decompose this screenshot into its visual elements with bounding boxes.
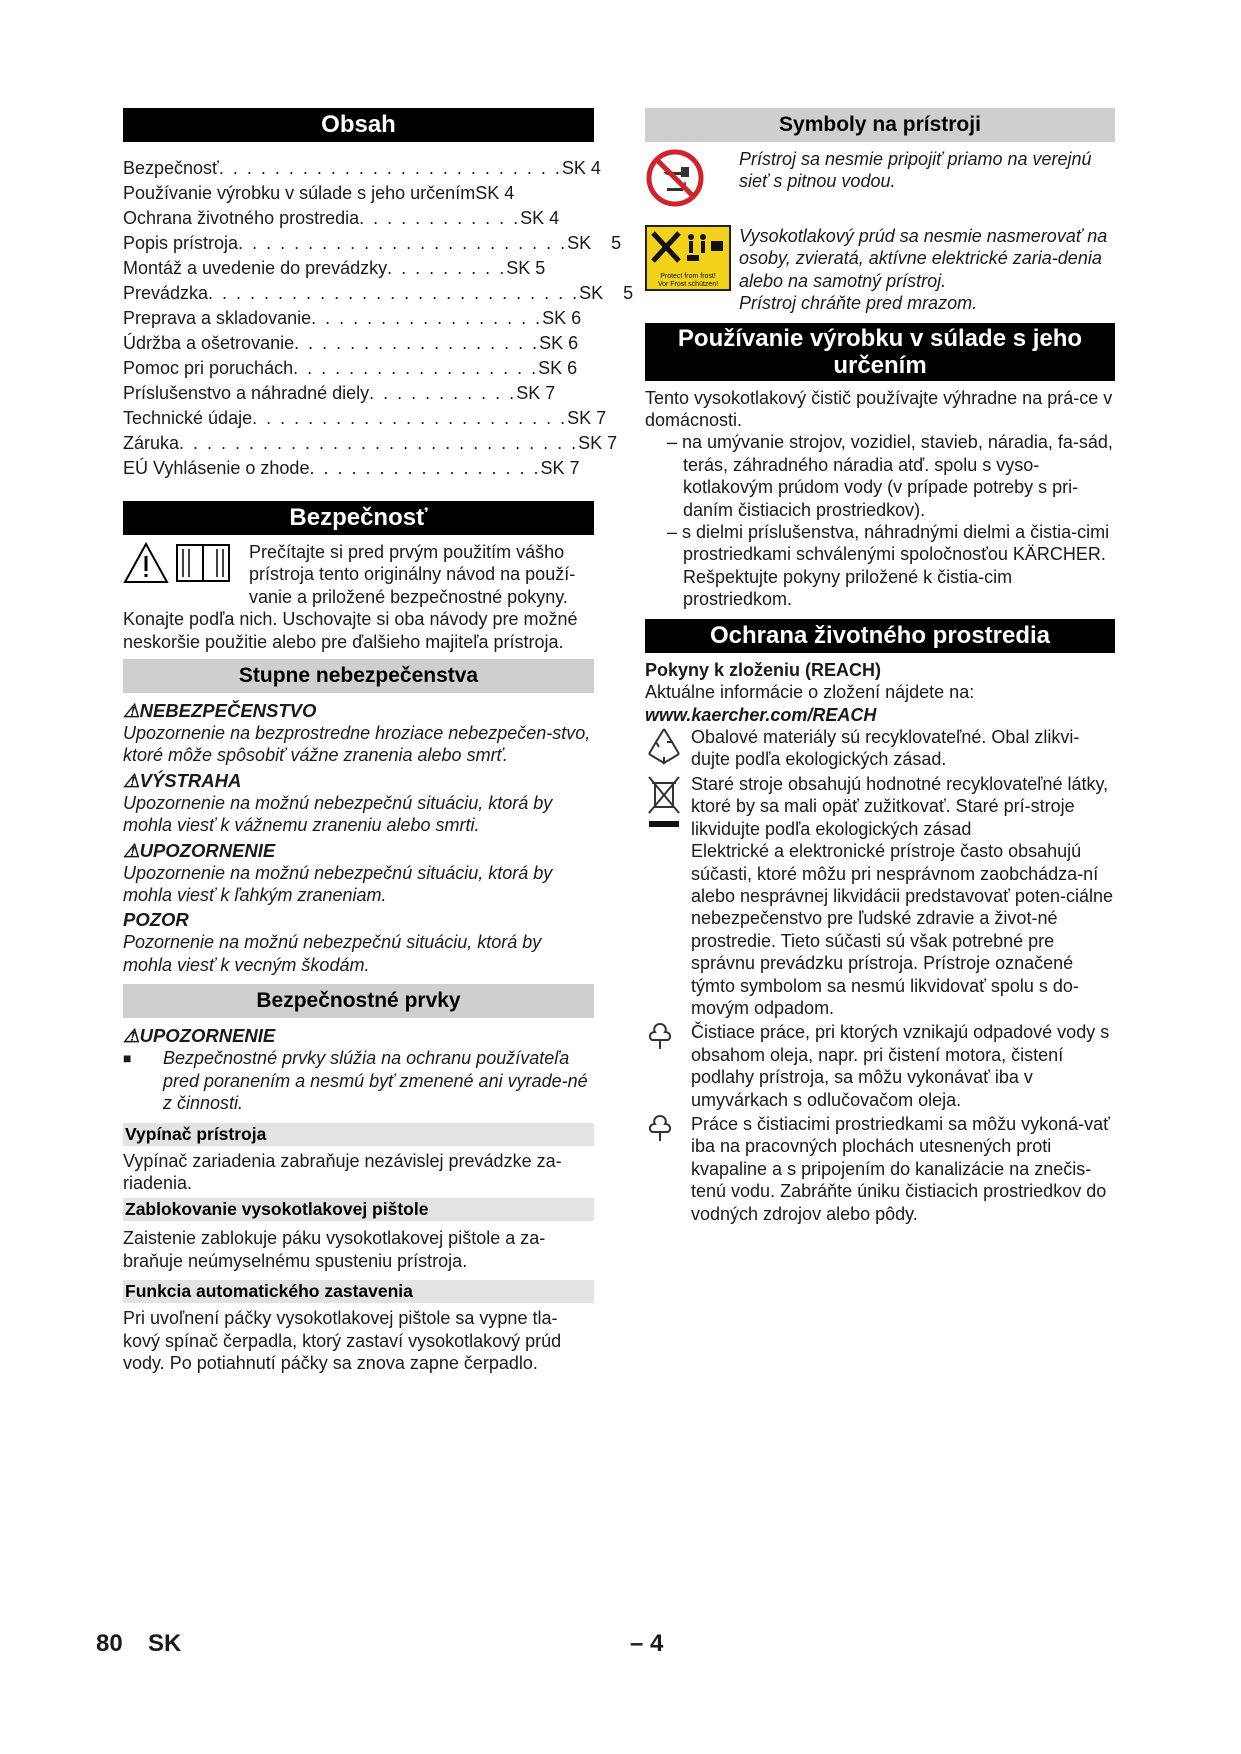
- toc-entry-dots: . . . . . . . . . . . . . . . . . .: [294, 333, 540, 353]
- toc-entry-label: Popis prístroja: [123, 233, 239, 253]
- hazard-label-caution: ⚠UPOZORNENIE: [123, 839, 276, 861]
- env-item-weee: [645, 773, 1115, 1019]
- safety-elements-heading: Bezpečnostné prvky: [123, 984, 594, 1018]
- env-icon-cell: [645, 773, 691, 840]
- toc-entry: [123, 256, 594, 281]
- auto-stop-heading: Funkcia automatického zastavenia: [123, 1280, 594, 1303]
- sub-page-number: – 4: [630, 1630, 664, 1657]
- manual-book-icon: [175, 541, 231, 585]
- symbols-heading: Symboly na prístroji: [645, 108, 1115, 142]
- env-text-weee-cont: Elektrické a elektronické prístroje často obsahujú súčasti, ktoré môžu pri nesprávnom zaobchádza-ní alebo nesprávnej likvidácii predstavovať poten-ciálne nebezpečenstvo pre ľudské zdravie a život-né prostredie. Tieto súčasti sú však potrebné pre správnu prevádzku prístroja. Prístroje označené týmto symbolom sa nesmú likvidovať spolu s do-movým odpadom.: [691, 841, 1113, 1018]
- symbol-text-frost: Prístroj chráňte pred mrazom.: [739, 293, 978, 314]
- env-item-oil: [645, 1021, 1115, 1111]
- symbol-item-pressure-jet: [645, 225, 1115, 315]
- toc-entry-page: SK 6: [542, 308, 582, 328]
- toc-entry: [123, 231, 622, 256]
- toc-entry-label: Bezpečnosť: [123, 158, 219, 178]
- toc-entry-page: SK 7: [516, 383, 556, 403]
- hazard-label-attention: POZOR: [123, 909, 189, 931]
- switch-text: Vypínač zariadenia zabraňuje nezávislej prevádzke za-riadenia.: [123, 1150, 562, 1193]
- toc-entry-page: SK 5: [579, 283, 634, 303]
- symbol-text-pressure-jet: Vysokotlakový prúd sa nesmie nasmerovať na osoby, zvieratá, aktívne elektrické zaria-denia alebo na samotný prístroj.: [739, 226, 1108, 291]
- toc-entry: [123, 356, 594, 381]
- crossed-bin-icon: [645, 773, 683, 835]
- reach-heading: Pokyny k zloženiu (REACH): [645, 659, 882, 680]
- hazard-list: [123, 699, 594, 976]
- symbol-item-drinking-water: [645, 148, 1115, 213]
- toc-entry-label: Montáž a uvedenie do prevádzky: [123, 258, 388, 278]
- toc-entry-dots: . . . . . . . . . . . . . . . . . .: [293, 358, 539, 378]
- env-text-oil: Čistiace práce, pri ktorých vznikajú odpadové vody s obsahom oleja, napr. pri čistení motora, čistení podlahy prístroja, sa môžu vykonávať iba v umyvárkach s odlučovačom oleja.: [691, 1022, 1110, 1110]
- toc-entry-dots: . . . . . . . . . . . . . . . . . . . . . . . . .: [218, 158, 562, 178]
- toc-entry-label: Záruka: [123, 433, 180, 453]
- toc-entry-dots: . . . . . . . . . . . . . . . . . . . . . . . . . . .: [208, 283, 580, 303]
- toc-entry: [123, 181, 594, 206]
- symbol-text-drinking-water: Prístroj sa nesmie pripojiť priamo na verejnú sieť s pitnou vodou.: [739, 149, 1092, 192]
- environment-tree-icon: [645, 1021, 675, 1051]
- symbol-icon-cell: [645, 148, 739, 213]
- safety-icons: [123, 541, 241, 587]
- toc-entry-label: Používanie výrobku v súlade s jeho určením: [123, 183, 476, 203]
- auto-stop-text: Pri uvoľnení páčky vysokotlakovej pištole sa vypne tla-kový spínač čerpadla, ktorý zastaví vysokotlakový prúd vody. Po potiahnutí páčky sa znova zapne čerpadlo.: [123, 1308, 562, 1373]
- reach-url: www.kaercher.com/REACH: [645, 704, 877, 725]
- reach-text: Aktuálne informácie o zložení nájdete na:: [645, 682, 975, 703]
- toc-entry: [123, 281, 634, 306]
- toc-entry-page: SK 4: [520, 208, 560, 228]
- environment-heading: Ochrana životného prostredia: [645, 619, 1115, 653]
- toc-entry-page: SK 4: [475, 183, 515, 203]
- toc-entry-page: SK 4: [561, 158, 601, 178]
- toc-entry-label: Pomoc pri poruchách: [123, 358, 294, 378]
- hazard-levels-heading: Stupne nebezpečenstva: [123, 659, 594, 693]
- toc-entry-label: Príslušenstvo a náhradné diely: [123, 383, 370, 403]
- no-spray-people-frost-icon: [645, 225, 731, 291]
- safety-elements-text: Bezpečnostné prvky slúžia na ochranu používateľa pred poranením a nesmú byť zmenené ani vyrade-né z činnosti.: [163, 1048, 588, 1114]
- bullet-square-icon: ■: [123, 1050, 132, 1067]
- toc-entry-label: EÚ Vyhlásenie o zhode: [123, 458, 310, 478]
- toc-entry: [123, 456, 594, 481]
- hazard-text-danger: Upozornenie na bezprostredne hroziace nebezpečen-stvo, ktoré môže spôsobiť vážne zranenia alebo smrť.: [123, 723, 591, 766]
- toc-entry-dots: . . . . . . . . . . . . . . . . . . . . . . . .: [238, 233, 568, 253]
- hazard-text-caution: Upozornenie na možnú nebezpečnú situáciu, ktorá by mohla viesť k ľahkým zraneniam.: [123, 862, 553, 906]
- toc-entry-dots: . . . . . . . . . . . .: [359, 208, 521, 228]
- hazard-text-warning: Upozornenie na možnú nebezpečnú situáciu, ktorá by mohla viesť k vážnemu zraneniu alebo smrti.: [123, 792, 553, 836]
- toc-entry-dots: . . . . . . . . . . .: [369, 383, 517, 403]
- toc-heading: Obsah: [123, 108, 594, 142]
- symbol-text-block: [739, 225, 1115, 315]
- env-item-detergent: [645, 1113, 1115, 1225]
- table-of-contents: [123, 156, 634, 481]
- safety-elements-bullet: [123, 1047, 594, 1114]
- env-text-recycle: Obalové materiály sú recyklovateľné. Obal zlikvi-dujte podľa ekologických zásad.: [691, 726, 1080, 770]
- toc-entry: [123, 381, 594, 406]
- toc-entry-label: Technické údaje: [123, 408, 253, 428]
- safety-intro-block: [123, 541, 594, 653]
- env-icon-cell: [645, 1113, 691, 1148]
- toc-entry: [123, 331, 594, 356]
- toc-entry-page: SK 5: [506, 258, 546, 278]
- safety-intro-text: Prečítajte si pred prvým použitím vášho prístroja tento originálny návod na použí-vanie a priložené bezpečnostné pokyny. Konajte podľa nich. Uschovajte si oba návody pre možné neskoršie použitie alebo pre ďalšieho majiteľa prístroja.: [123, 542, 578, 652]
- env-text-block: [691, 773, 1115, 1019]
- env-icon-cell: [645, 726, 691, 771]
- left-column: [123, 108, 634, 1374]
- language-code: SK: [148, 1630, 182, 1657]
- toc-entry-label: Ochrana životného prostredia: [123, 208, 360, 228]
- hazard-label-danger: ⚠NEBEZPEČENSTVO: [123, 700, 317, 722]
- warning-triangle-icon: [123, 541, 169, 585]
- switch-heading: Vypínač prístroja: [123, 1123, 594, 1146]
- toc-entry: [123, 406, 607, 431]
- toc-entry-page: SK 7: [540, 458, 580, 478]
- gun-lock-text: Zaistenie zablokuje páku vysokotlakovej pištole a za-braňuje neúmyselnému spusteniu prístroja.: [123, 1228, 546, 1271]
- toc-entry-dots: . . . . . . . . . . . . . . . . . . . . . . . . . . . . .: [179, 433, 579, 453]
- toc-entry: [123, 206, 594, 231]
- toc-entry-label: Údržba a ošetrovanie: [123, 333, 295, 353]
- symbol-icon-cell: [645, 225, 739, 296]
- safety-elements-warning: ⚠UPOZORNENIE: [123, 1025, 276, 1047]
- toc-entry-label: Preprava a skladovanie: [123, 308, 312, 328]
- toc-entry-label: Prevádzka: [123, 283, 209, 303]
- toc-entry-dots: . . . . . . . . .: [387, 258, 507, 278]
- page-number: 80: [96, 1630, 123, 1657]
- toc-entry-page: SK 7: [567, 408, 607, 428]
- env-text-weee: Staré stroje obsahujú hodnotné recyklovateľné látky, ktoré by sa mali opäť zužitkovať. Staré prí-stroje likvidujte podľa ekologických zásad: [691, 773, 1109, 839]
- toc-entry-dots: . . . . . . . . . . . . . . . . .: [311, 308, 543, 328]
- env-text-detergent: Práce s čistiacimi prostriedkami sa môžu vykoná-vať iba na pracovných plochách utesnených proti kvapaline a s pripojením do kanalizácie na znečis-tenú vodu. Zabráňte úniku čistiacich prostriedkov do vodných zdrojov alebo pôdy.: [691, 1114, 1110, 1224]
- hazard-label-warning: ⚠VÝSTRAHA: [123, 769, 242, 791]
- usage-list: [645, 431, 1115, 610]
- toc-entry-page: SK 7: [578, 433, 618, 453]
- toc-entry-dots: . . . . . . . . . . . . . . . . .: [309, 458, 541, 478]
- frost-label-en: Protect from frost!: [660, 273, 716, 280]
- usage-item: – s dielmi príslušenstva, náhradnými dielmi a čistia-cimi prostriedkami schválenými spoločnosťou KÄRCHER. Rešpektujte pokyny priložené k čistia-cim prostriedkom.: [645, 521, 1115, 611]
- toc-entry: [123, 156, 601, 181]
- hazard-text-attention: Pozornenie na možnú nebezpečnú situáciu, ktorá by mohla viesť k vecným škodám.: [123, 932, 542, 975]
- usage-heading: Používanie výrobku v súlade s jeho určením: [645, 323, 1115, 381]
- frost-label-de: Vor Frost schützen!: [657, 281, 719, 288]
- gun-lock-heading: Zablokovanie vysokotlakovej pištole: [123, 1198, 594, 1221]
- usage-intro: Tento vysokotlakový čistič používajte výhradne na prá-ce v domácnosti.: [645, 387, 1113, 431]
- right-column: [645, 108, 1115, 1225]
- environment-tree-icon: [645, 1113, 675, 1143]
- toc-entry-dots: . . . . . . . . . . . . . . . . . . . . . . .: [252, 408, 568, 428]
- toc-entry: [123, 306, 594, 331]
- no-drinking-water-icon: [645, 148, 705, 208]
- env-icon-cell: [645, 1021, 691, 1056]
- toc-entry-page: SK 6: [539, 333, 579, 353]
- toc-entry-page: SK 5: [567, 233, 622, 253]
- safety-heading: Bezpečnosť: [123, 501, 594, 535]
- env-item-recycle: [645, 726, 1115, 771]
- toc-entry: [123, 431, 618, 456]
- toc-entry-page: SK 6: [538, 358, 578, 378]
- usage-item: – na umývanie strojov, vozidiel, stavieb, náradia, fa-sád, terás, záhradného náradia atď. spolu s vyso-kotlakovým prúdom vody (v prípade potreby s pri-daním čistiacich prostriedkov).: [645, 431, 1115, 521]
- recycle-icon: [645, 726, 683, 766]
